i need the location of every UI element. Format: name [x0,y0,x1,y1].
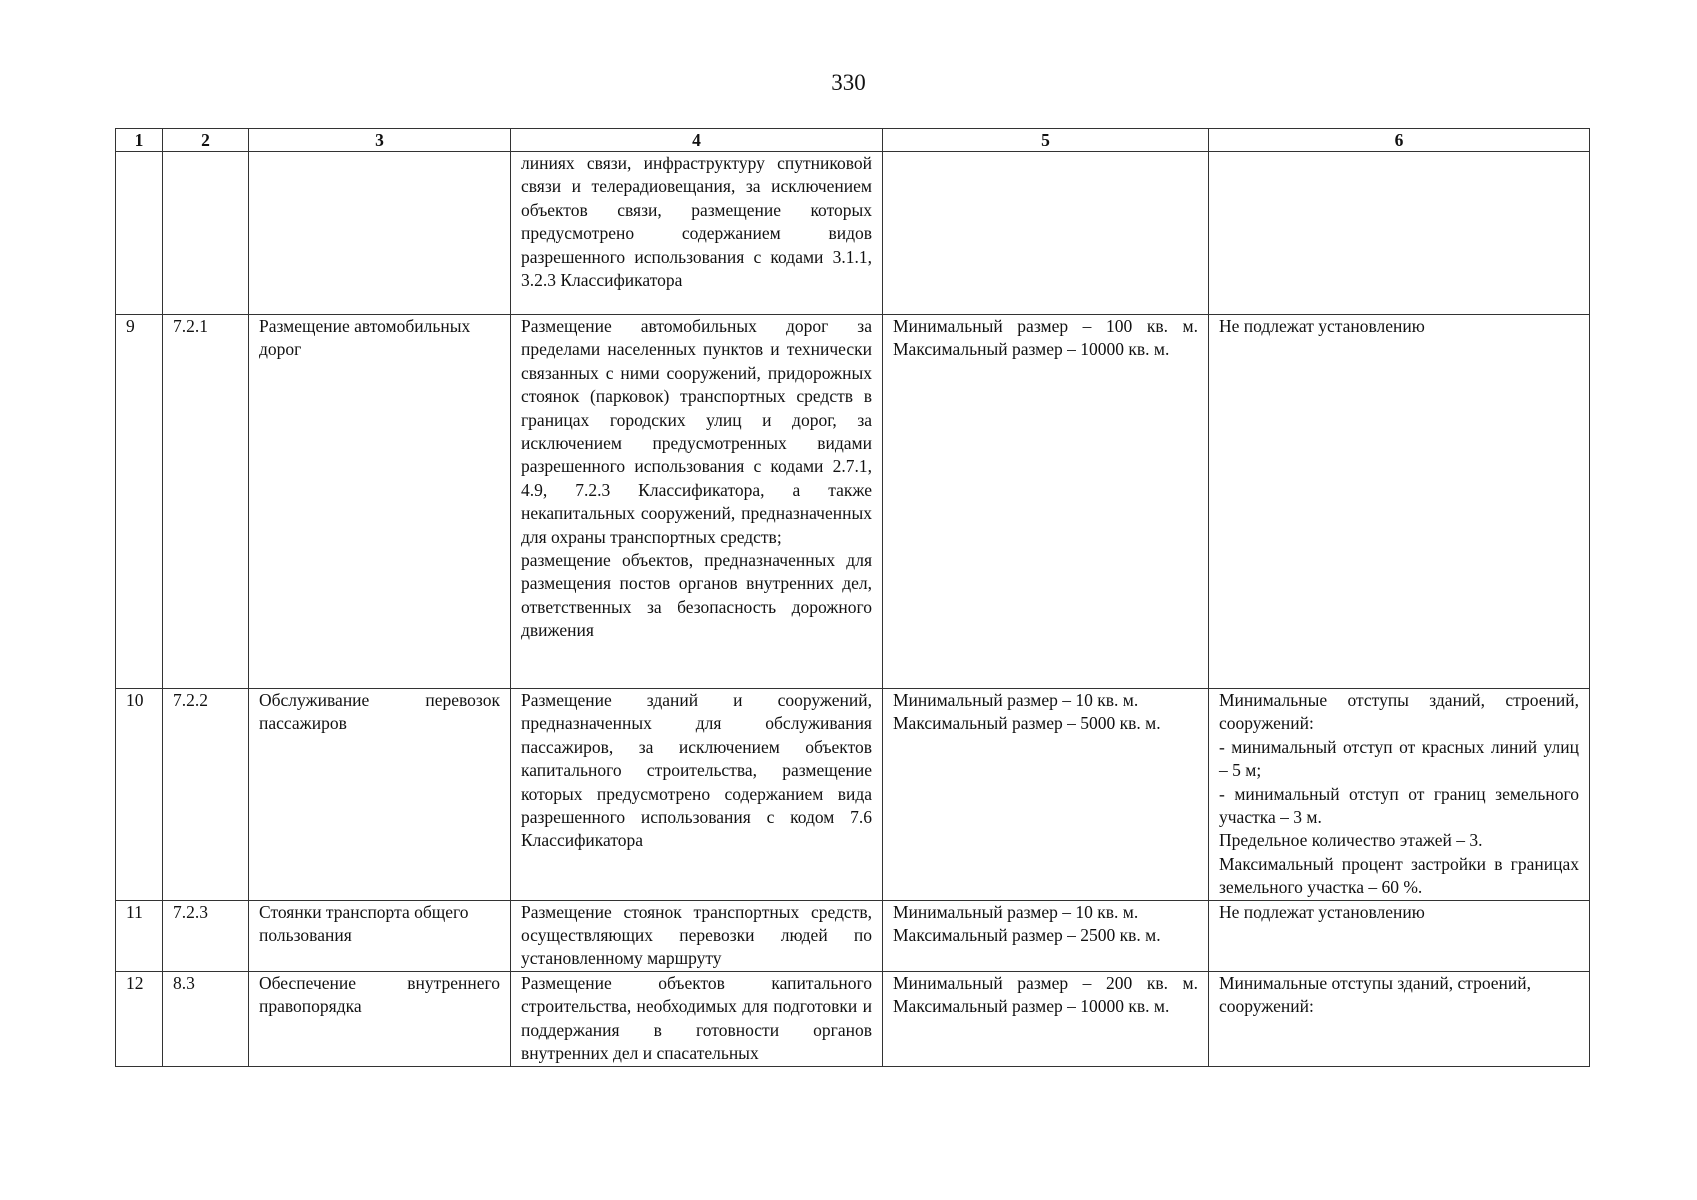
table-row [116,900,1590,971]
row-params-line: - минимальный отступ от красных линий улиц – 5 м; [1219,736,1579,781]
table-row [116,971,1590,1066]
row-number: 9 [116,315,163,689]
row-name: Обслуживание перевозок пассажиров [249,689,511,901]
table-row [116,689,1590,901]
row-number: 11 [116,900,163,971]
table-row [116,152,1590,315]
column-header-1: 1 [116,129,163,152]
row-description: Размещение зданий и сооружений, предназначенных для обслуживания пассажиров, за исключением объектов капитального строительства, размещение которых предусмотрено содержанием вида разрешенного использования с кодом 7.6 Классификатора [511,689,883,901]
column-header-3: 3 [249,129,511,152]
row-name: Стоянки транспорта общего пользования [249,900,511,971]
row-description-part: Размещение автомобильных дорог за пределами населенных пунктов и технически связанных с ними сооружений, придорожных стоянок (парковок) транспортных средств в границах городских улиц и дорог, за исключением предусмотренных видами разрешенного использования с кодами 2.7.1, 4.9, 7.2.3 Классификатора, а также некапитальных сооружений, предназначенных для охраны транспортных средств; [521,316,872,547]
column-header-6: 6 [1209,129,1590,152]
row-size: Минимальный размер – 200 кв. м. Максимальный размер – 10000 кв. м. [883,971,1209,1066]
row-description: Размещение стоянок транспортных средств, осуществляющих перевозки людей по установленному маршруту [511,900,883,971]
row-code: 7.2.2 [163,689,249,901]
row-params: Не подлежат установлению [1209,315,1590,689]
row-code: 7.2.3 [163,900,249,971]
row-code: 7.2.1 [163,315,249,689]
row-code [163,152,249,315]
row-size [883,152,1209,315]
row-params-line: Минимальные отступы зданий, строений, сооружений: [1219,690,1579,734]
row-description [511,315,883,689]
column-header-2: 2 [163,129,249,152]
row-params: Не подлежат установлению [1209,900,1590,971]
page-number: 330 [831,70,866,95]
row-params [1209,152,1590,315]
row-number: 12 [116,971,163,1066]
header-row [116,129,1590,152]
row-description: Размещение объектов капитального строительства, необходимых для подготовки и поддержания в готовности органов внутренних дел и спасательных [511,971,883,1066]
row-params-line: - минимальный отступ от границ земельного участка – 3 м. [1219,783,1579,828]
row-name: Размещение автомобильных дорог [249,315,511,689]
row-number [116,152,163,315]
row-params: Минимальные отступы зданий, строений, сооружений: [1209,971,1590,1066]
row-description-part: размещение объектов, предназначенных для размещения постов органов внутренних дел, ответственных за безопасность дорожного движения [521,550,872,641]
row-size: Минимальный размер – 100 кв. м. Максимальный размер – 10000 кв. м. [883,315,1209,689]
row-params-line: Предельное количество этажей – 3. [1219,830,1483,851]
land-use-table [115,128,1590,1067]
row-code: 8.3 [163,971,249,1066]
row-name [249,152,511,315]
column-header-4: 4 [511,129,883,152]
row-params-line: Максимальный процент застройки в границах земельного участка – 60 %. [1219,853,1579,898]
table-row [116,315,1590,689]
row-name: Обеспечение внутреннего правопорядка [249,971,511,1066]
row-number: 10 [116,689,163,901]
row-params [1209,689,1590,901]
row-size: Минимальный размер – 10 кв. м. Максимальный размер – 2500 кв. м. [883,900,1209,971]
column-header-5: 5 [883,129,1209,152]
row-description: линиях связи, инфраструктуру спутниковой связи и телерадиовещания, за исключением объектов связи, размещение которых предусмотрено содержанием видов разрешенного использования с кодами 3.1.1, 3.2.3 Классификатора [511,152,883,315]
row-size: Минимальный размер – 10 кв. м. Максимальный размер – 5000 кв. м. [883,689,1209,901]
